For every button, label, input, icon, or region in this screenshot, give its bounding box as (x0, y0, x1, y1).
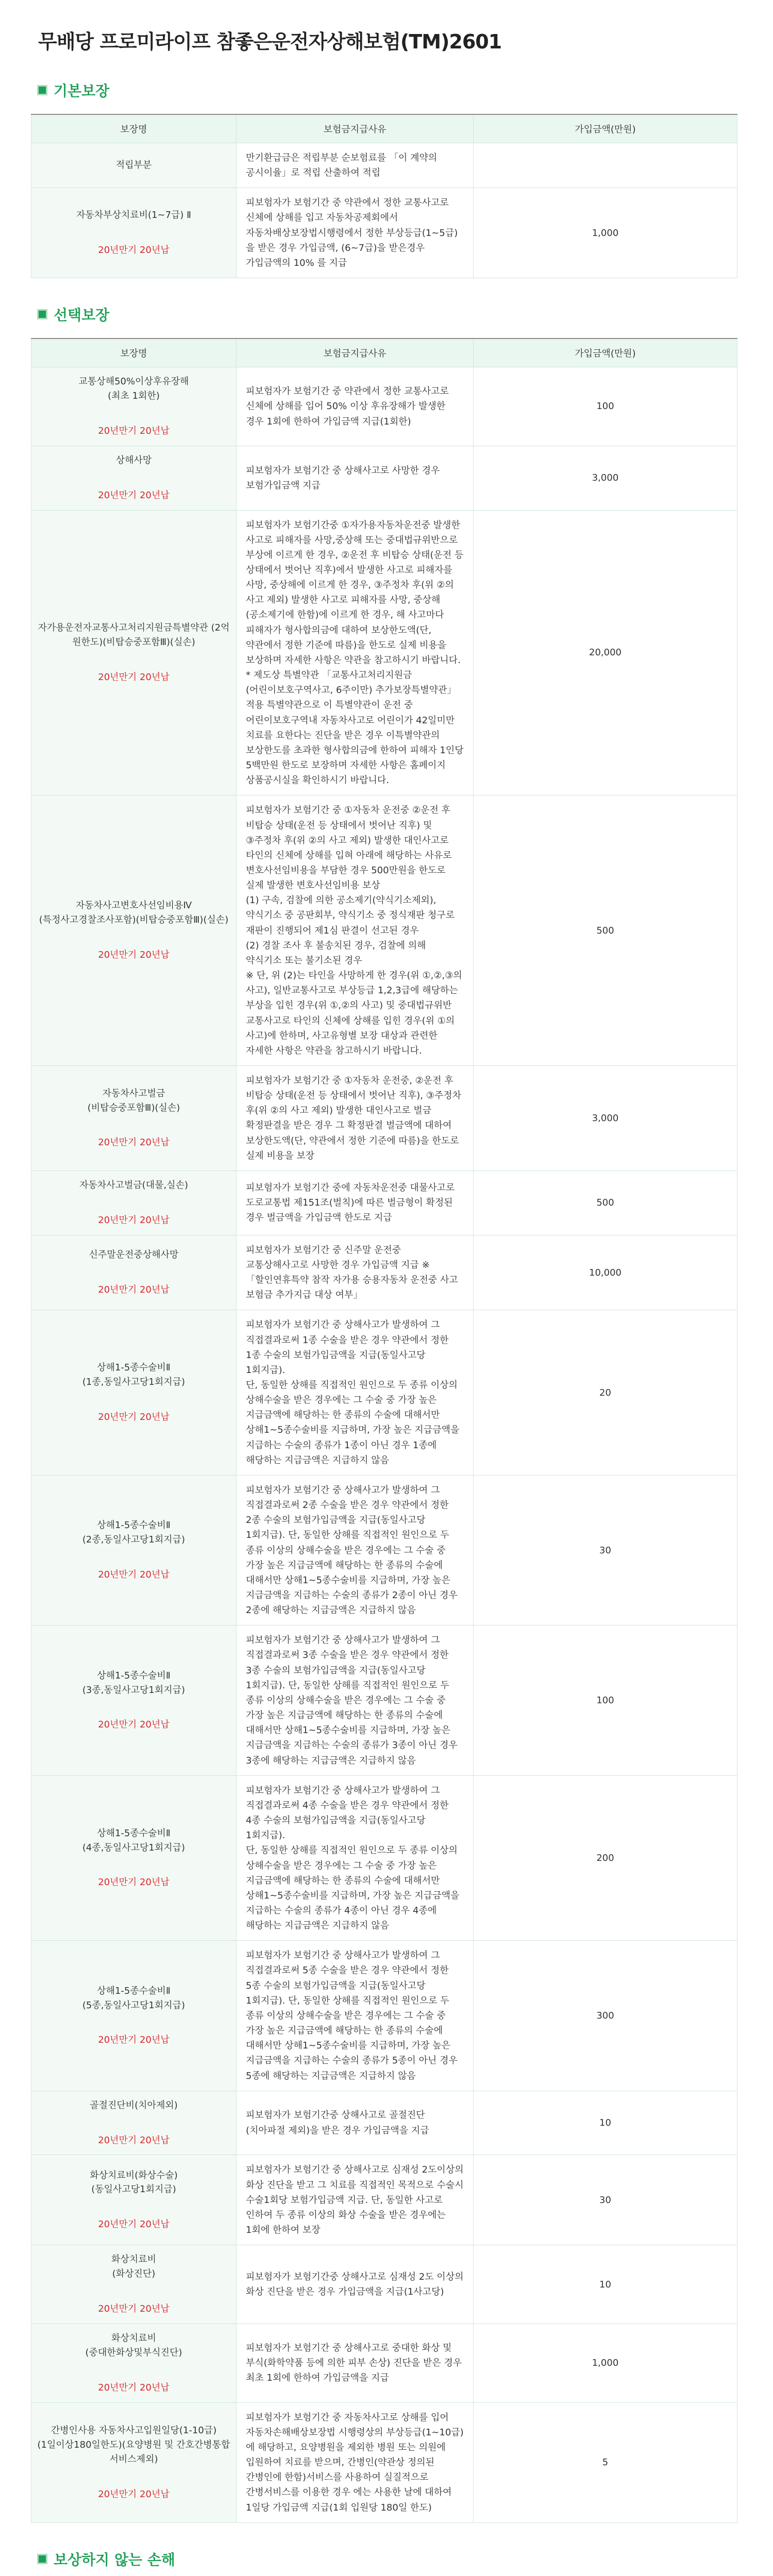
table-row (31, 446, 737, 510)
coverage-name: 자동차사고벌금(대물,실손) (79, 1179, 189, 1191)
coverage-name: 골절진단비(치아제외) (90, 2099, 178, 2111)
coverage-name-cell (31, 1310, 237, 1476)
table-row (31, 2402, 737, 2522)
payment-reason-cell: 피보험자가 보험기간 중 상해사고로 중대한 화상 및 부식(화학약품 등에 의한 피부 손상) 진단을 받은 경우 최초 1회에 한하여 가입금액을 지급 (237, 2324, 474, 2402)
table-row (31, 795, 737, 1066)
payment-reason-cell: 피보험자가 보험기간 중 약관에서 정한 교통사고로 신체에 상해를 입고 자동차공제회에서 자동차배상보장법시행령에서 정한 부상등급(1~5급)을 받은 경우 가입금액, (6~7급)을 받은경우 가입금액의 10% 를 지급 (237, 188, 474, 278)
payment-reason-cell: 피보험자가 보험기간 중 자동차사고로 상해를 입어 자동차손해배상보장법 시행령상의 부상등급(1~10급)에 해당하고, 요양병원을 제외한 병원 또는 의원에 입원하여 치료를 받으며, 간병인(약관상 정의된 간병인에 한함)서비스를 사용하여 실질적으로 간병서비스를 이용한 경우 에는 사용한 날에 대하여 1일당 가입금액 지급(1회 입원당 180일 한도) (237, 2402, 474, 2522)
payment-reason-cell: 피보험자가 보험기간 중 신주말 운전중 교통상해사고로 사망한 경우 가입금액 지급 ※ 「할인연휴특약 참작 자가용 승용자동차 운전중 사고 보험금 추가지급 대상 여부」 (237, 1235, 474, 1310)
coverage-name-cell (31, 2402, 237, 2522)
coverage-amount: 30 (474, 2155, 737, 2245)
table-row (31, 143, 737, 188)
coverage-name-cell (31, 446, 237, 510)
coverage-term: 20년만기 20년납 (98, 1877, 170, 1888)
coverage-name-cell (31, 1775, 237, 1941)
coverage-name: 간병인사용 자동차사고입원일당(1-10급) (51, 2425, 217, 2436)
coverage-name-cell (31, 1941, 237, 2091)
coverage-amount: 1,000 (474, 2324, 737, 2402)
coverage-name-cell (31, 188, 237, 278)
coverage-name: 자동차부상치료비(1~7급) Ⅱ (76, 210, 192, 221)
basic-section-label: 기본보장 (54, 82, 110, 99)
column-header-coverage: 보장명 (31, 338, 237, 367)
coverage-term: 20년만기 20년납 (98, 1412, 170, 1423)
coverage-term: 20년만기 20년납 (98, 1719, 170, 1731)
coverage-name: (최초 1회한) (108, 390, 160, 401)
table-row (31, 1310, 737, 1476)
coverage-amount: 5 (474, 2402, 737, 2522)
table-row (31, 1171, 737, 1235)
coverage-term: 20년만기 20년납 (98, 2303, 170, 2315)
coverage-term: 20년만기 20년납 (98, 2382, 170, 2393)
coverage-amount: 200 (474, 1775, 737, 1941)
coverage-term: 20년만기 20년납 (98, 2219, 170, 2230)
coverage-term: 20년만기 20년납 (98, 2035, 170, 2046)
coverage-amount: 20 (474, 1310, 737, 1476)
coverage-name: (비탑승중포함Ⅲ)(실손) (87, 1102, 180, 1113)
table-row (31, 1941, 737, 2091)
coverage-name: (4종,동일사고당1회지급) (82, 1842, 186, 1853)
coverage-amount (474, 143, 737, 188)
payment-reason-cell: 피보험자가 보험기간중 상해사고로 심재성 2도 이상의 화상 진단을 받은 경우 가입금액을 지급(1사고당) (237, 2245, 474, 2324)
coverage-name: (3종,동일사고당1회지급) (82, 1684, 186, 1696)
payment-reason-cell: 피보험자가 보험기간 중 ①자동차 운전중, ②운전 후 비탑승 상태(운전 등 상태에서 벗어난 직후), ③주정차 후(위 ②의 사고 제외) 발생한 대인사고로 벌금 확정판결을 받은 경우 그 확정판결 벌금액에 대하여 보상한도액(단, 약관에서 정한 기준에 따름)을 한도로 실제 비용을 보장 (237, 1066, 474, 1171)
coverage-name-cell (31, 1475, 237, 1625)
coverage-name-cell (31, 1066, 237, 1171)
coverage-name: (2종,동일사고당1회지급) (82, 1534, 186, 1546)
section-bullet-icon (37, 309, 47, 319)
coverage-name: (중대한화상및부식진단) (85, 2347, 182, 2358)
coverage-name-cell (31, 2245, 237, 2324)
coverage-name: 적립부분 (115, 160, 152, 171)
coverage-term: 20년만기 20년납 (98, 2488, 170, 2500)
coverage-name-cell (31, 1625, 237, 1775)
payment-reason-cell: 피보험자가 보험기간 중 약관에서 정한 교통사고로 신체에 상해를 입어 50% 이상 후유장해가 발생한 경우 1회에 한하여 가입금액 지급(1회한) (237, 367, 474, 446)
exclusions-section-heading (37, 2549, 742, 2569)
table-row (31, 1475, 737, 1625)
coverage-name: (화상진단) (112, 2268, 156, 2280)
payment-reason-cell: 피보험자가 보험기간 중 상해사고가 발생하여 그 직접결과로써 4종 수술을 받은 경우 약관에서 정한 4종 수술의 보험가입금액을 지급(동일사고당 1회지급). 단, 동일한 상해를 직접적인 원인으로 두 종류 이상의 상해수술을 받은 경우에는 그 수술 중 가장 높은 지급금액에 해당하는 한 종류의 수술에 대해서만 상해1~5종수술비를 지급하며, 가장 높은 지급금액을 지급하는 수술의 종류가 4종이 아닌 경우 4종에 해당하는 지급금액은 지급하지 않음 (237, 1775, 474, 1941)
coverage-amount: 100 (474, 1625, 737, 1775)
coverage-name: 자동차사고변호사선임비용Ⅳ (75, 900, 192, 911)
payment-reason-cell: 피보험자가 보험기간중 상해사고로 골절진단(치아파절 제외)을 받은 경우 가입금액을 지급 (237, 2091, 474, 2155)
coverage-name: 상해1-5종수술비Ⅱ (97, 1827, 171, 1839)
page-title: 무배당 프로미라이프 참좋은운전자상해보험(TM)2601 (38, 30, 502, 53)
coverage-name-cell (31, 510, 237, 795)
payment-reason-cell: 피보험자가 보험기간 중 상해사고가 발생하여 그 직접결과로써 1종 수술을 받은 경우 약관에서 정한 1종 수술의 보험가입금액을 지급(동일사고당 1회지급). 단, 동일한 상해를 직접적인 원인으로 두 종류 이상의 상해수술을 받은 경우에는 그 수술 중 가장 높은 지급금액에 해당하는 한 종류의 수술에 대해서만 상해1~5종수술비를 지급하며, 가장 높은 지급금액을 지급하는 수술의 종류가 1종이 아닌 경우 1종에 해당하는 지급금액은 지급하지 않음 (237, 1310, 474, 1476)
coverage-term: 20년만기 20년납 (98, 671, 170, 683)
section-bullet-icon (37, 85, 47, 95)
coverage-name-cell (31, 795, 237, 1066)
payment-reason-cell: 피보험자가 보험기간 중 상해사고가 발생하여 그 직접결과로써 5종 수술을 받은 경우 약관에서 정한 5종 수술의 보험가입금액을 지급(동일사고당 1회지급). 단, 동일한 상해를 직접적인 원인으로 두 종류 이상의 상해수술을 받은 경우에는 그 수술 중 가장 높은 지급금액에 해당하는 한 종류의 수술에 대해서만 상해1~5종수술비를 지급하며, 가장 높은 지급금액을 지급하는 수술의 종류가 5종이 아닌 경우 5종에 해당하는 지급금액은 지급하지 않음 (237, 1941, 474, 2091)
coverage-amount: 500 (474, 795, 737, 1066)
coverage-name: 화상치료비 (111, 2254, 156, 2265)
table-header-row (31, 114, 737, 143)
coverage-name: 화상치료비(화상수술) (90, 2170, 178, 2181)
optional-section-label: 선택보장 (54, 307, 110, 324)
coverage-term: 20년만기 20년납 (98, 489, 170, 501)
column-header-amount: 가입금액(만원) (474, 114, 737, 143)
table-row (31, 1066, 737, 1171)
coverage-amount: 500 (474, 1171, 737, 1235)
table-row (31, 188, 737, 278)
coverage-name-cell (31, 367, 237, 446)
table-row (31, 1775, 737, 1941)
table-row (31, 2324, 737, 2402)
payment-reason-cell: 피보험자가 보험기간 중에 자동차운전중 대물사고로 도로교통법 제151조(벌칙)에 따른 벌금형이 확정된 경우 벌금액을 가입금액 한도로 지급 (237, 1171, 474, 1235)
coverage-term: 20년만기 20년납 (98, 425, 170, 436)
coverage-term: 20년만기 20년납 (98, 950, 170, 961)
coverage-name: (특정사고경찰조사포함)(비탑승중포함Ⅲ)(실손) (39, 914, 229, 926)
coverage-name-cell (31, 2155, 237, 2245)
optional-section-heading (37, 304, 742, 325)
coverage-name: 상해사망 (115, 454, 152, 466)
coverage-name-cell (31, 143, 237, 188)
table-row (31, 1625, 737, 1775)
coverage-name-cell (31, 1171, 237, 1235)
payment-reason-cell: 피보험자가 보험기간 중 상해사고로 심재성 2도이상의 화상 진단을 받고 그 치료를 직접적인 목적으로 수술시 수술1회당 보험가입금액 지급. 단, 동일한 사고로 인하여 두 종류 이상의 화상 수술을 받은 경우에는 1회에 한하여 보장 (237, 2155, 474, 2245)
coverage-term: 20년만기 20년납 (98, 1214, 170, 1226)
coverage-term: 20년만기 20년납 (98, 2134, 170, 2146)
coverage-amount: 20,000 (474, 510, 737, 795)
payment-reason-cell: 만기환급금은 적립부분 순보험료를 「이 계약의 공시이율」로 적립 산출하여 적립 (237, 143, 474, 188)
table-row (31, 2245, 737, 2324)
coverage-name-cell (31, 2324, 237, 2402)
table-row (31, 367, 737, 446)
coverage-name: (5종,동일사고당1회지급) (82, 1999, 186, 2011)
coverage-name: 상해1-5종수술비Ⅱ (97, 1985, 171, 1996)
optional-coverage-table (31, 338, 737, 2523)
coverage-name: 신주말운전중상해사망 (89, 1249, 179, 1261)
coverage-name: (1일이상180일한도)(요양병원 및 간호간병통합서비스제외) (37, 2439, 230, 2465)
table-row (31, 1235, 737, 1310)
coverage-name: (동일사고당1회지급) (91, 2184, 176, 2195)
column-header-coverage: 보장명 (31, 114, 237, 143)
payment-reason-cell: 피보험자가 보험기간 중 ①자동차 운전중 ②운전 후 비탑승 상태(운전 등 상태에서 벗어난 직후) 및 ③주정차 후(위 ②의 사고 제외) 발생한 대인사고로 타인의 신체에 상해를 입혀 아래에 해당하는 사유로 변호사선임비용을 부담한 경우 500만원을 한도로 실제 발생한 변호사선임비용 보상 (1) 구속, 검찰에 의한 공소제기(약식기소제외), 약식기소 중 공판회부, 약식기소 중 정식재판 청구로 재판이 진행되어 제1심 판결이 선고된 경우 (2) 경찰 조사 후 불송치된 경우, 검찰에 의해 약식기소 또는 불기소된 경우 ※ 단, 위 (2)는 타인을 사망하게 한 경우(위 ①,②,③의 사고), 일반교통사고로 부상등급 1,2,3급에 해당하는 부상을 입힌 경우(위 ①,②의 사고) 및 중대법규위반 교통사고로 타인의 신체에 상해를 입힌 경우(위 ①의 사고)에 한하며, 사고유형별 보장 대상과 관련한 자세한 사항은 약관을 참고하시기 바랍니다. (237, 795, 474, 1066)
basic-coverage-table (31, 114, 737, 278)
coverage-amount: 10,000 (474, 1235, 737, 1310)
column-header-amount: 가입금액(만원) (474, 338, 737, 367)
coverage-name: 상해1-5종수술비Ⅱ (97, 1362, 171, 1374)
section-bullet-icon (37, 2554, 47, 2564)
coverage-name: 자동차사고벌금 (102, 1088, 165, 1099)
table-row (31, 2091, 737, 2155)
coverage-term: 20년만기 20년납 (98, 1137, 170, 1148)
column-header-reason: 보험금지급사유 (237, 338, 474, 367)
payment-reason-cell: 피보험자가 보험기간중 ①자가용자동차운전중 발생한 사고로 피해자를 사망,중상해 또는 중대법규위반으로 부상에 이르게 한 경우, ②운전 후 비탑승 상태(운전 등 상태에서 벗어난 직후)에서 발생한 사고로 피해자를 사망, 중상해에 이르게 한 경우, ③주정차 후(위 ②의 사고 제외) 발생한 사고로 피해자를 사망, 중상해(공소제기에 한함)에 이르게 한 경우, 해 사고마다 피해자가 형사합의금에 대하여 보상한도액(단, 약관에서 정한 기준에 따름)을 한도로 실제 비용을 보상하며 자세한 사항은 약관을 참고하시기 바랍니다. * 제도상 특별약관 「교통사고처리지원금(어린이보호구역사고, 6주이만) 추가보장특별약관」 적용 특별약관으로 이 특별약관이 운전 중 어린이보호구역내 자동차사고로 어린이가 42일미만 치료를 요한다는 진단을 받은 경우 이특별약관의 보상한도를 초과한 형사합의금에 한하여 피해자 1인당 5백만원 한도로 보장하며 자세한 사항은 홈페이지 상품공시실을 확인하시기 바랍니다. (237, 510, 474, 795)
coverage-amount: 30 (474, 1475, 737, 1625)
coverage-amount: 1,000 (474, 188, 737, 278)
coverage-amount: 100 (474, 367, 737, 446)
coverage-name: 자가용운전자교통사고처리지원금특별약관 (2억원한도)(비탑승중포함Ⅲ)(실손) (38, 622, 230, 648)
coverage-name: 상해1-5종수술비Ⅱ (97, 1520, 171, 1531)
table-header-row (31, 338, 737, 367)
coverage-term: 20년만기 20년납 (98, 1284, 170, 1296)
coverage-amount: 10 (474, 2091, 737, 2155)
coverage-name-cell (31, 1235, 237, 1310)
coverage-name: 교통상해50%이상후유장해 (78, 376, 189, 387)
coverage-amount: 3,000 (474, 446, 737, 510)
coverage-name: (1종,동일사고당1회지급) (82, 1377, 186, 1388)
coverage-name: 화상치료비 (111, 2332, 156, 2344)
table-row (31, 2155, 737, 2245)
payment-reason-cell: 피보험자가 보험기간 중 상해사고가 발생하여 그 직접결과로써 3종 수술을 받은 경우 약관에서 정한 3종 수술의 보험가입금액을 지급(동일사고당 1회지급). 단, 동일한 상해를 직접적인 원인으로 두 종류 이상의 상해수술을 받은 경우에는 그 수술 중 가장 높은 지급금액에 해당하는 한 종류의 수술에 대해서만 상해1~5종수술비를 지급하며, 가장 높은 지급금액을 지급하는 수술의 종류가 3종이 아닌 경우 3종에 해당하는 지급금액은 지급하지 않음 (237, 1625, 474, 1775)
exclusions-section-label: 보상하지 않는 손해 (54, 2551, 175, 2568)
coverage-amount: 3,000 (474, 1066, 737, 1171)
table-row (31, 510, 737, 795)
coverage-term: 20년만기 20년납 (98, 245, 170, 256)
payment-reason-cell: 피보험자가 보험기간 중 상해사고가 발생하여 그 직접결과로써 2종 수술을 받은 경우 약관에서 정한 2종 수술의 보험가입금액을 지급(동일사고당 1회지급). 단, 동일한 상해를 직접적인 원인으로 두 종류 이상의 상해수술을 받은 경우에는 그 수술 중 가장 높은 지급금액에 해당하는 한 종류의 수술에 대해서만 상해1~5종수술비를 지급하며, 가장 높은 지급금액을 지급하는 수술의 종류가 2종이 아닌 경우 2종에 해당하는 지급금액은 지급하지 않음 (237, 1475, 474, 1625)
coverage-amount: 300 (474, 1941, 737, 2091)
coverage-name-cell (31, 2091, 237, 2155)
coverage-name: 상해1-5종수술비Ⅱ (97, 1670, 171, 1681)
payment-reason-cell: 피보험자가 보험기간 중 상해사고로 사망한 경우 보험가입금액 지급 (237, 446, 474, 510)
coverage-term: 20년만기 20년납 (98, 1569, 170, 1581)
column-header-reason: 보험금지급사유 (237, 114, 474, 143)
basic-section-heading (37, 80, 742, 100)
coverage-amount: 10 (474, 2245, 737, 2324)
